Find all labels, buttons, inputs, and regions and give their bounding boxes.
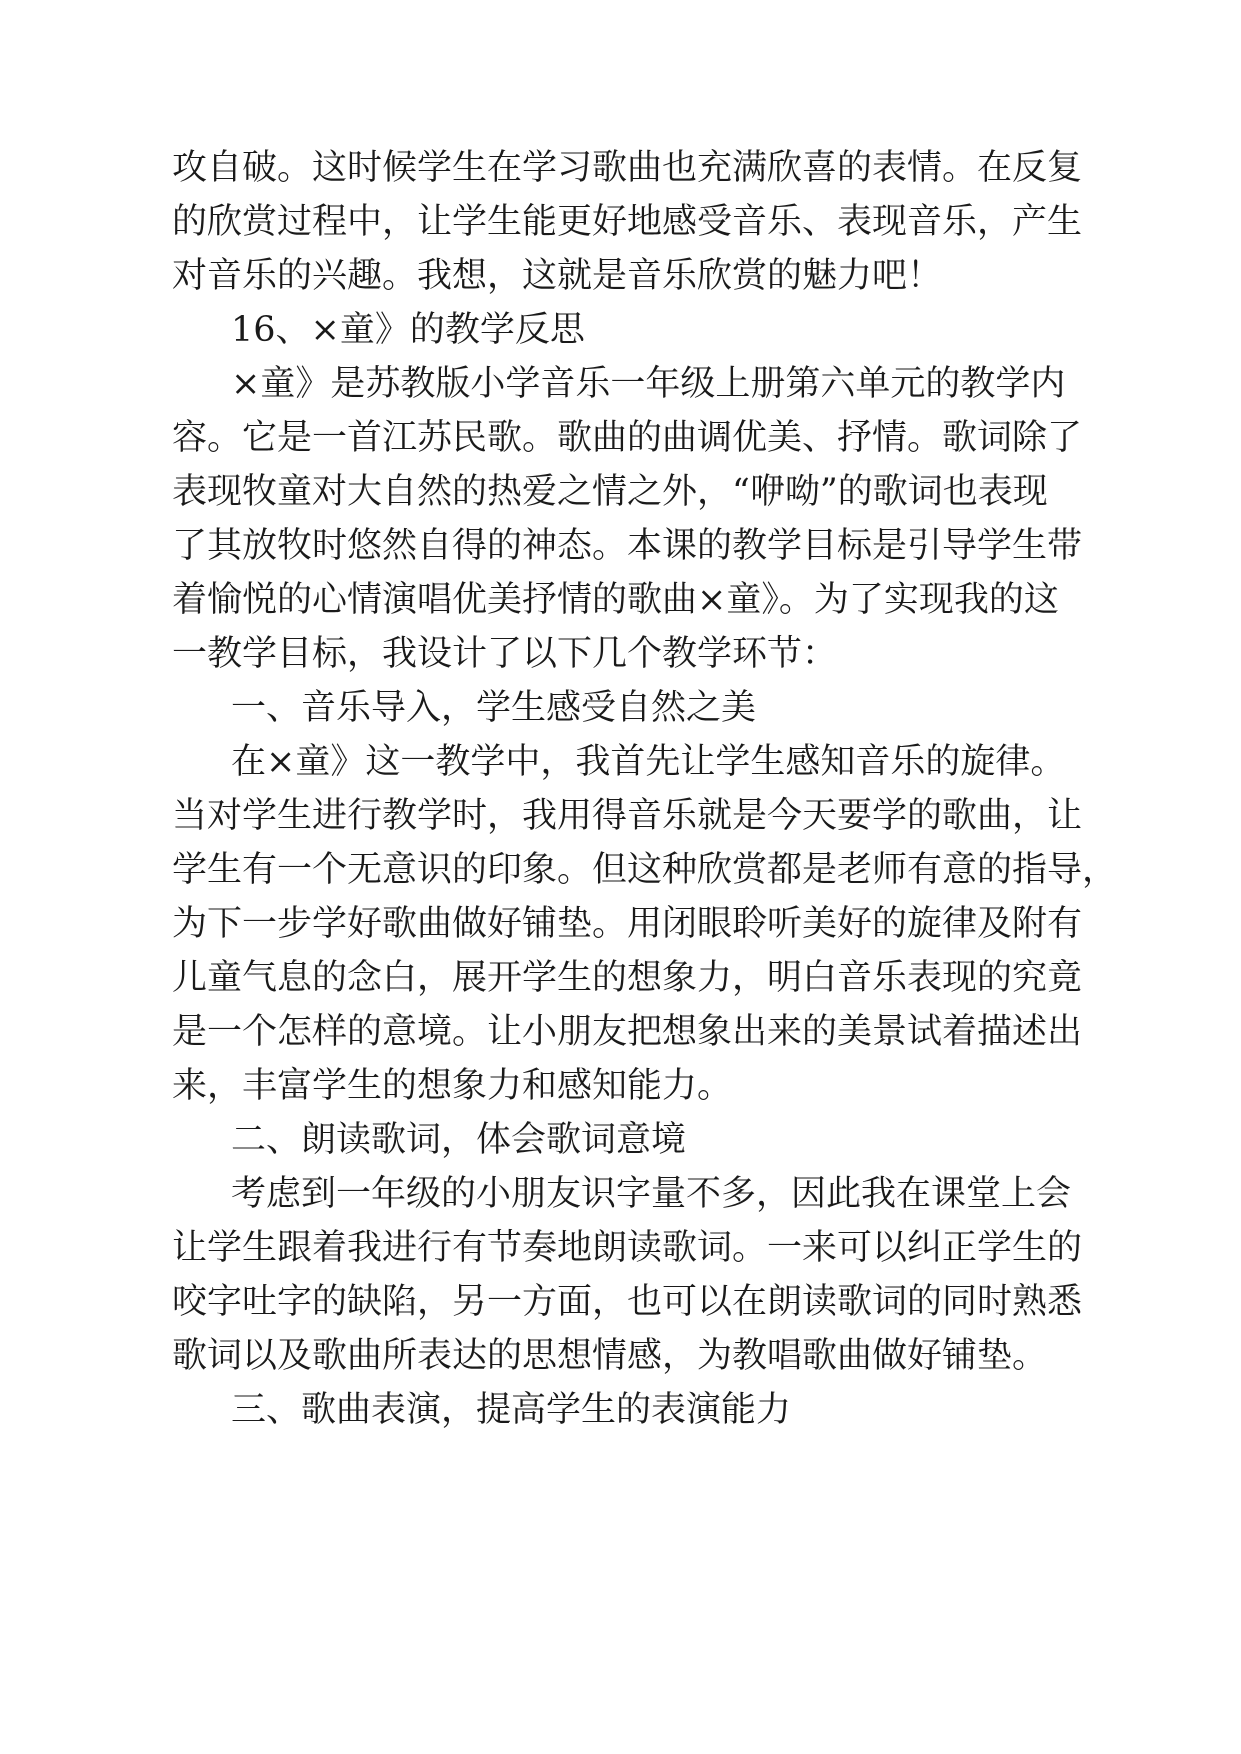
body-line-6: 容。它是一首江苏民歌。歌曲的曲调优美、抒情。歌词除了	[172, 418, 1083, 458]
body-line-13: 当对学生进行教学时，我用得音乐就是今天要学的歌曲，让	[172, 796, 1083, 836]
body-line-1: 攻自破。这时候学生在学习歌曲也充满欣喜的表情。在反复	[172, 148, 1083, 188]
body-line-7: 表现牧童对大自然的热爱之情之外，“咿呦”的歌词也表现	[172, 472, 1048, 512]
body-line-2: 的欣赏过程中，让学生能更好地感受音乐、表现音乐，产生	[172, 202, 1083, 242]
body-line-16: 儿童气息的念白，展开学生的想象力，明白音乐表现的究竟	[172, 958, 1083, 998]
subheading-1: 一、音乐导入，学生感受自然之美	[231, 688, 757, 728]
body-line-23: 歌词以及歌曲所表达的思想情感，为教唱歌曲做好铺垫。	[172, 1336, 1048, 1376]
body-line-17: 是一个怎样的意境。让小朋友把想象出来的美景试着描述出	[172, 1012, 1083, 1052]
section-heading-16: 16、×童》的教学反思	[231, 310, 585, 350]
body-line-10: 一教学目标，我设计了以下几个教学环节：	[172, 634, 838, 674]
body-line-5: ×童》是苏教版小学音乐一年级上册第六单元的教学内	[231, 364, 1066, 404]
subheading-3: 三、歌曲表演，提高学生的表演能力	[231, 1390, 792, 1430]
body-line-18: 来，丰富学生的想象力和感知能力。	[172, 1066, 733, 1106]
body-line-20: 考虑到一年级的小朋友识字量不多，因此我在课堂上会	[231, 1174, 1072, 1214]
body-line-22: 咬字吐字的缺陷，另一方面，也可以在朗读歌词的同时熟悉	[172, 1282, 1083, 1322]
body-line-9: 着愉悦的心情演唱优美抒情的歌曲×童》。为了实现我的这	[172, 580, 1059, 620]
body-line-15: 为下一步学好歌曲做好铺垫。用闭眼聆听美好的旋律及附有	[172, 904, 1083, 944]
body-line-12: 在×童》这一教学中，我首先让学生感知音乐的旋律。	[231, 742, 1066, 782]
body-line-3: 对音乐的兴趣。我想，这就是音乐欣赏的魅力吧！	[172, 256, 943, 296]
body-line-8: 了其放牧时悠然自得的神态。本课的教学目标是引导学生带	[172, 526, 1083, 566]
body-line-21: 让学生跟着我进行有节奏地朗读歌词。一来可以纠正学生的	[172, 1228, 1083, 1268]
body-line-14: 学生有一个无意识的印象。但这种欣赏都是老师有意的指导，	[172, 850, 1118, 890]
subheading-2: 二、朗读歌词，体会歌词意境	[231, 1120, 687, 1160]
